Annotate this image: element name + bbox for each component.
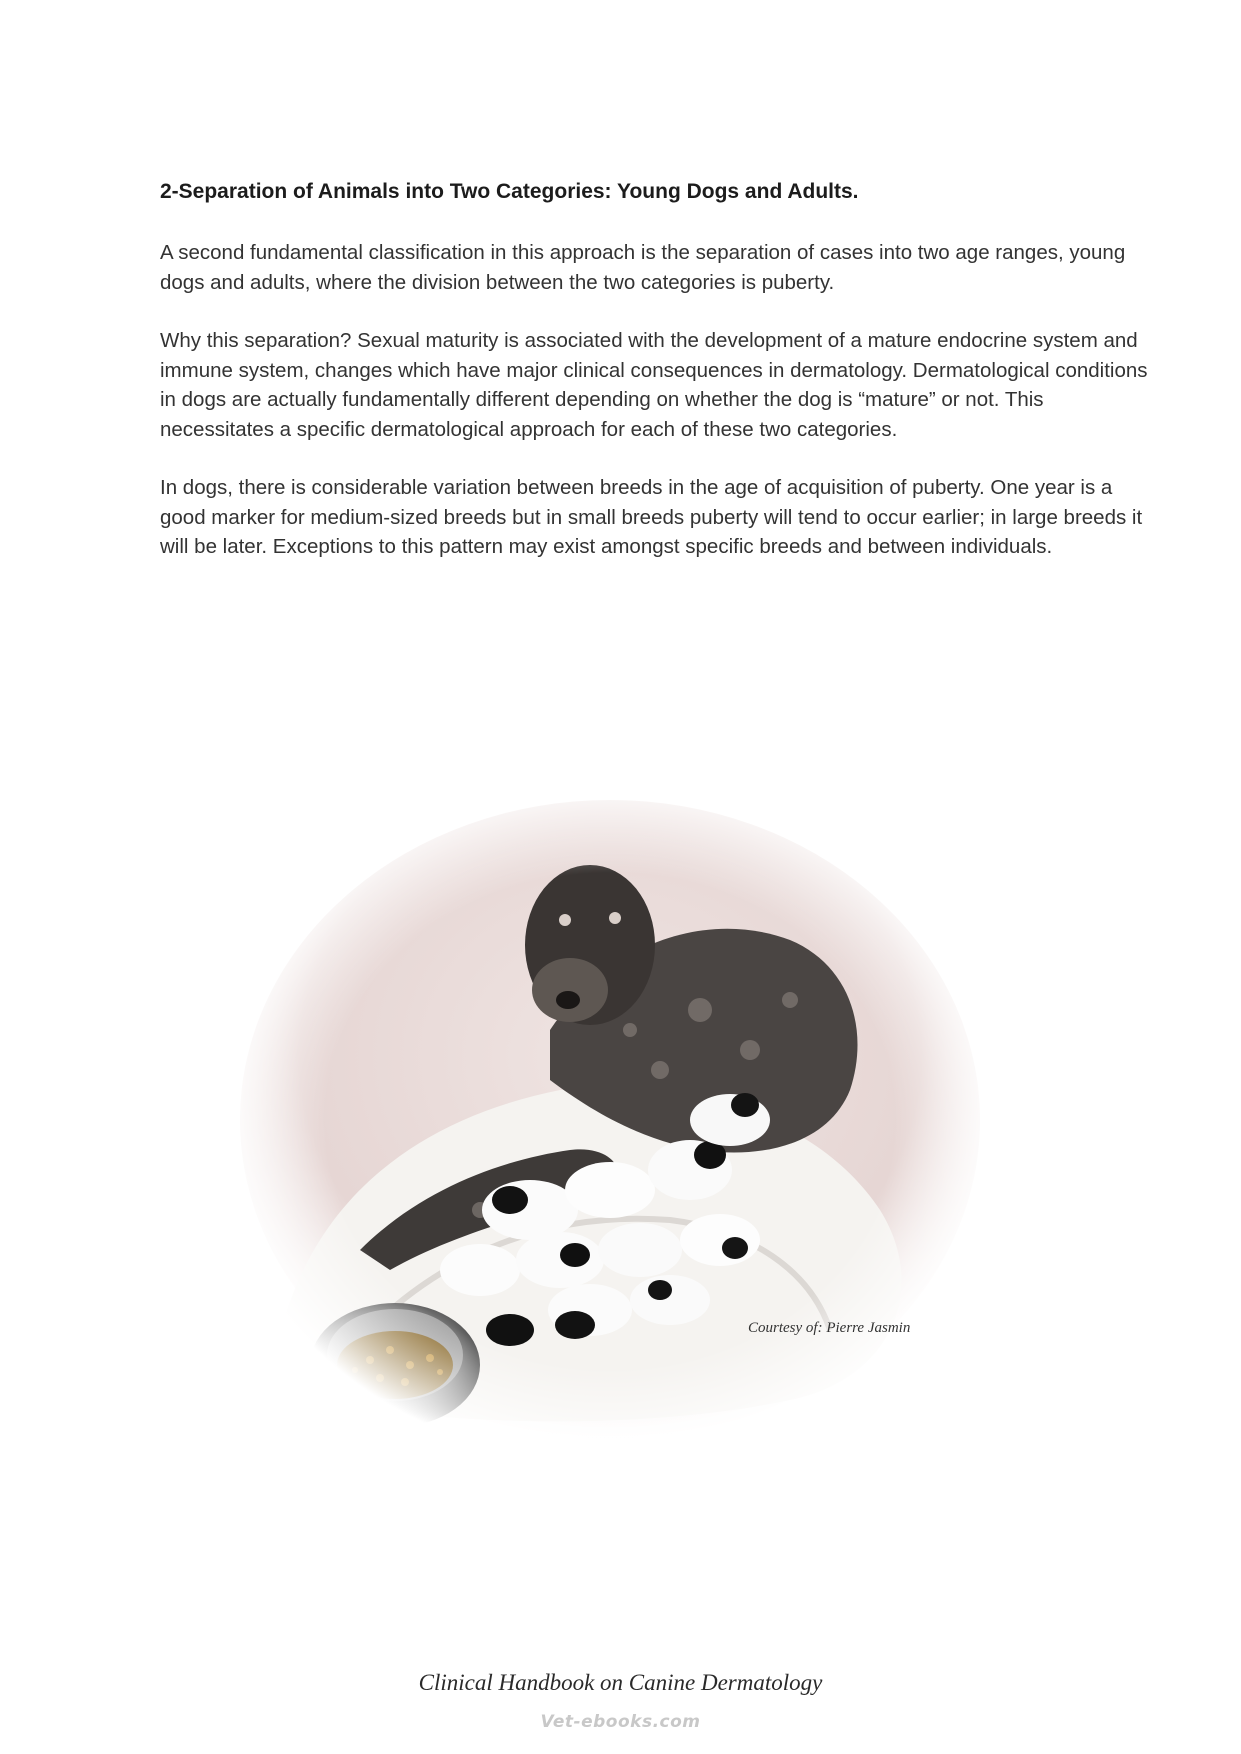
watermark-logo: Vet-ebooks.com	[540, 1712, 701, 1732]
section-heading: 2-Separation of Animals into Two Categories: Young Dogs and Adults.	[160, 180, 859, 203]
paragraph-3: In dogs, there is considerable variation between breeds in the age of acquisition of puberty. One year is a good marker for medium-sized breeds but in small breeds puberty will tend to occur earlier; in large breeds it will be later. Exceptions to this pattern may exist amongst specific breeds and between individuals.	[160, 476, 1143, 558]
photo-credit: Courtesy of: Pierre Jasmin	[748, 1320, 911, 1336]
book-title-footer: Clinical Handbook on Canine Dermatology	[418, 1670, 823, 1695]
paragraph-2: Why this separation? Sexual maturity is associated with the development of a mature endocrine system and immune system, changes which have major clinical consequences in dermatology. Dermatological conditions in dogs are actually fundamentally different depending on whether the dog is “mature” or not. This necessitates a specific dermatological approach for each of these two categories.	[160, 329, 1148, 441]
main-content	[160, 178, 1150, 591]
dog-with-puppies-photo	[230, 790, 990, 1450]
paragraph-1: A second fundamental classification in this approach is the separation of cases into two age ranges, young dogs and adults, where the division between the two categories is puberty.	[160, 241, 1126, 294]
